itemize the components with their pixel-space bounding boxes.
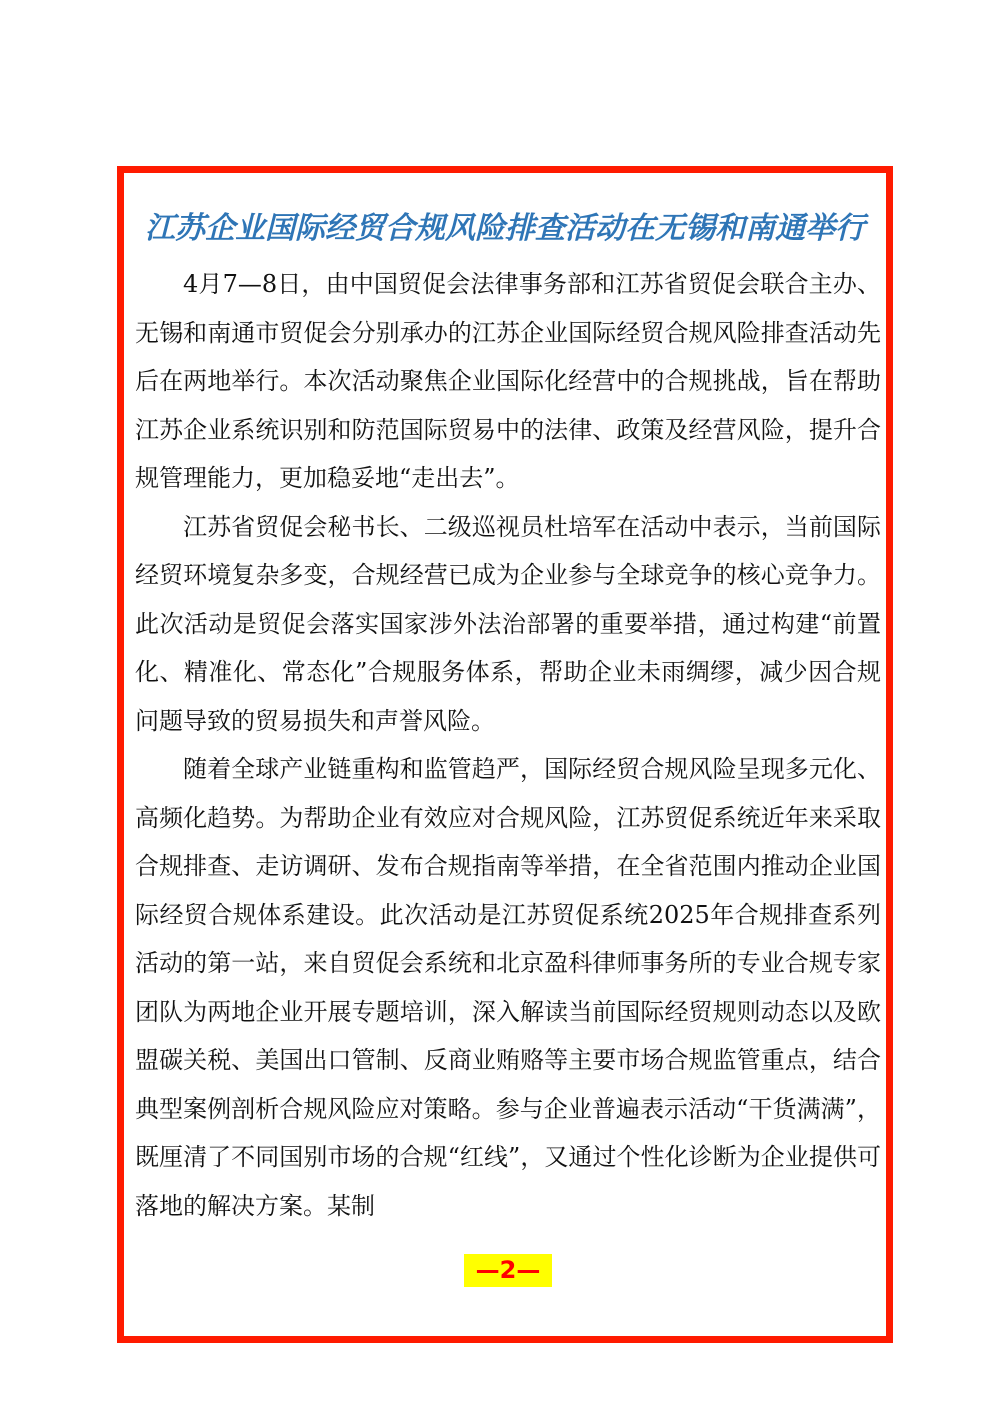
paragraph-3: 随着全球产业链重构和监管趋严，国际经贸合规风险呈现多元化、高频化趋势。为帮助企业有效应对合规风险，江苏贸促系统近年来采取合规排查、走访调研、发布合规指南等举措，在全省范围内推动企业国际经贸合规体系建设。此次活动是江苏贸促系统2025年合规排查系列活动的第一站，来自贸促会系统和北京盈科律师事务所的专业合规专家团队为两地企业开展专题培训，深入解读当前国际经贸规则动态以及欧盟碳关税、美国出口管制、反商业贿赂等主要市场合规监管重点，结合典型案例剖析合规风险应对策略。参与企业普遍表示活动“干货满满”，既厘清了不同国别市场的合规“红线”，又通过个性化诊断为企业提供可落地的解决方案。某制 <box>135 755 881 1220</box>
article-body <box>135 260 881 1230</box>
paragraph-1: 4月7—8日，由中国贸促会法律事务部和江苏省贸促会联合主办、无锡和南通市贸促会分别承办的江苏企业国际经贸合规风险排查活动先后在两地举行。本次活动聚焦企业国际化经营中的合规挑战，旨在帮助江苏企业系统识别和防范国际贸易中的法律、政策及经营风险，提升合规管理能力，更加稳妥地“走出去”。 <box>135 270 881 492</box>
paragraph-2: 江苏省贸促会秘书长、二级巡视员杜培军在活动中表示，当前国际经贸环境复杂多变，合规经营已成为企业参与全球竞争的核心竞争力。此次活动是贸促会落实国家涉外法治部署的重要举措，通过构建“前置化、精准化、常态化”合规服务体系，帮助企业未雨绸缪，减少因合规问题导致的贸易损失和声誉风险。 <box>135 512 881 735</box>
page-frame <box>117 166 893 1343</box>
article-title: 江苏企业国际经贸合规风险排查活动在无锡和南通举行 <box>145 211 865 246</box>
page-number: —2— <box>464 1254 552 1287</box>
